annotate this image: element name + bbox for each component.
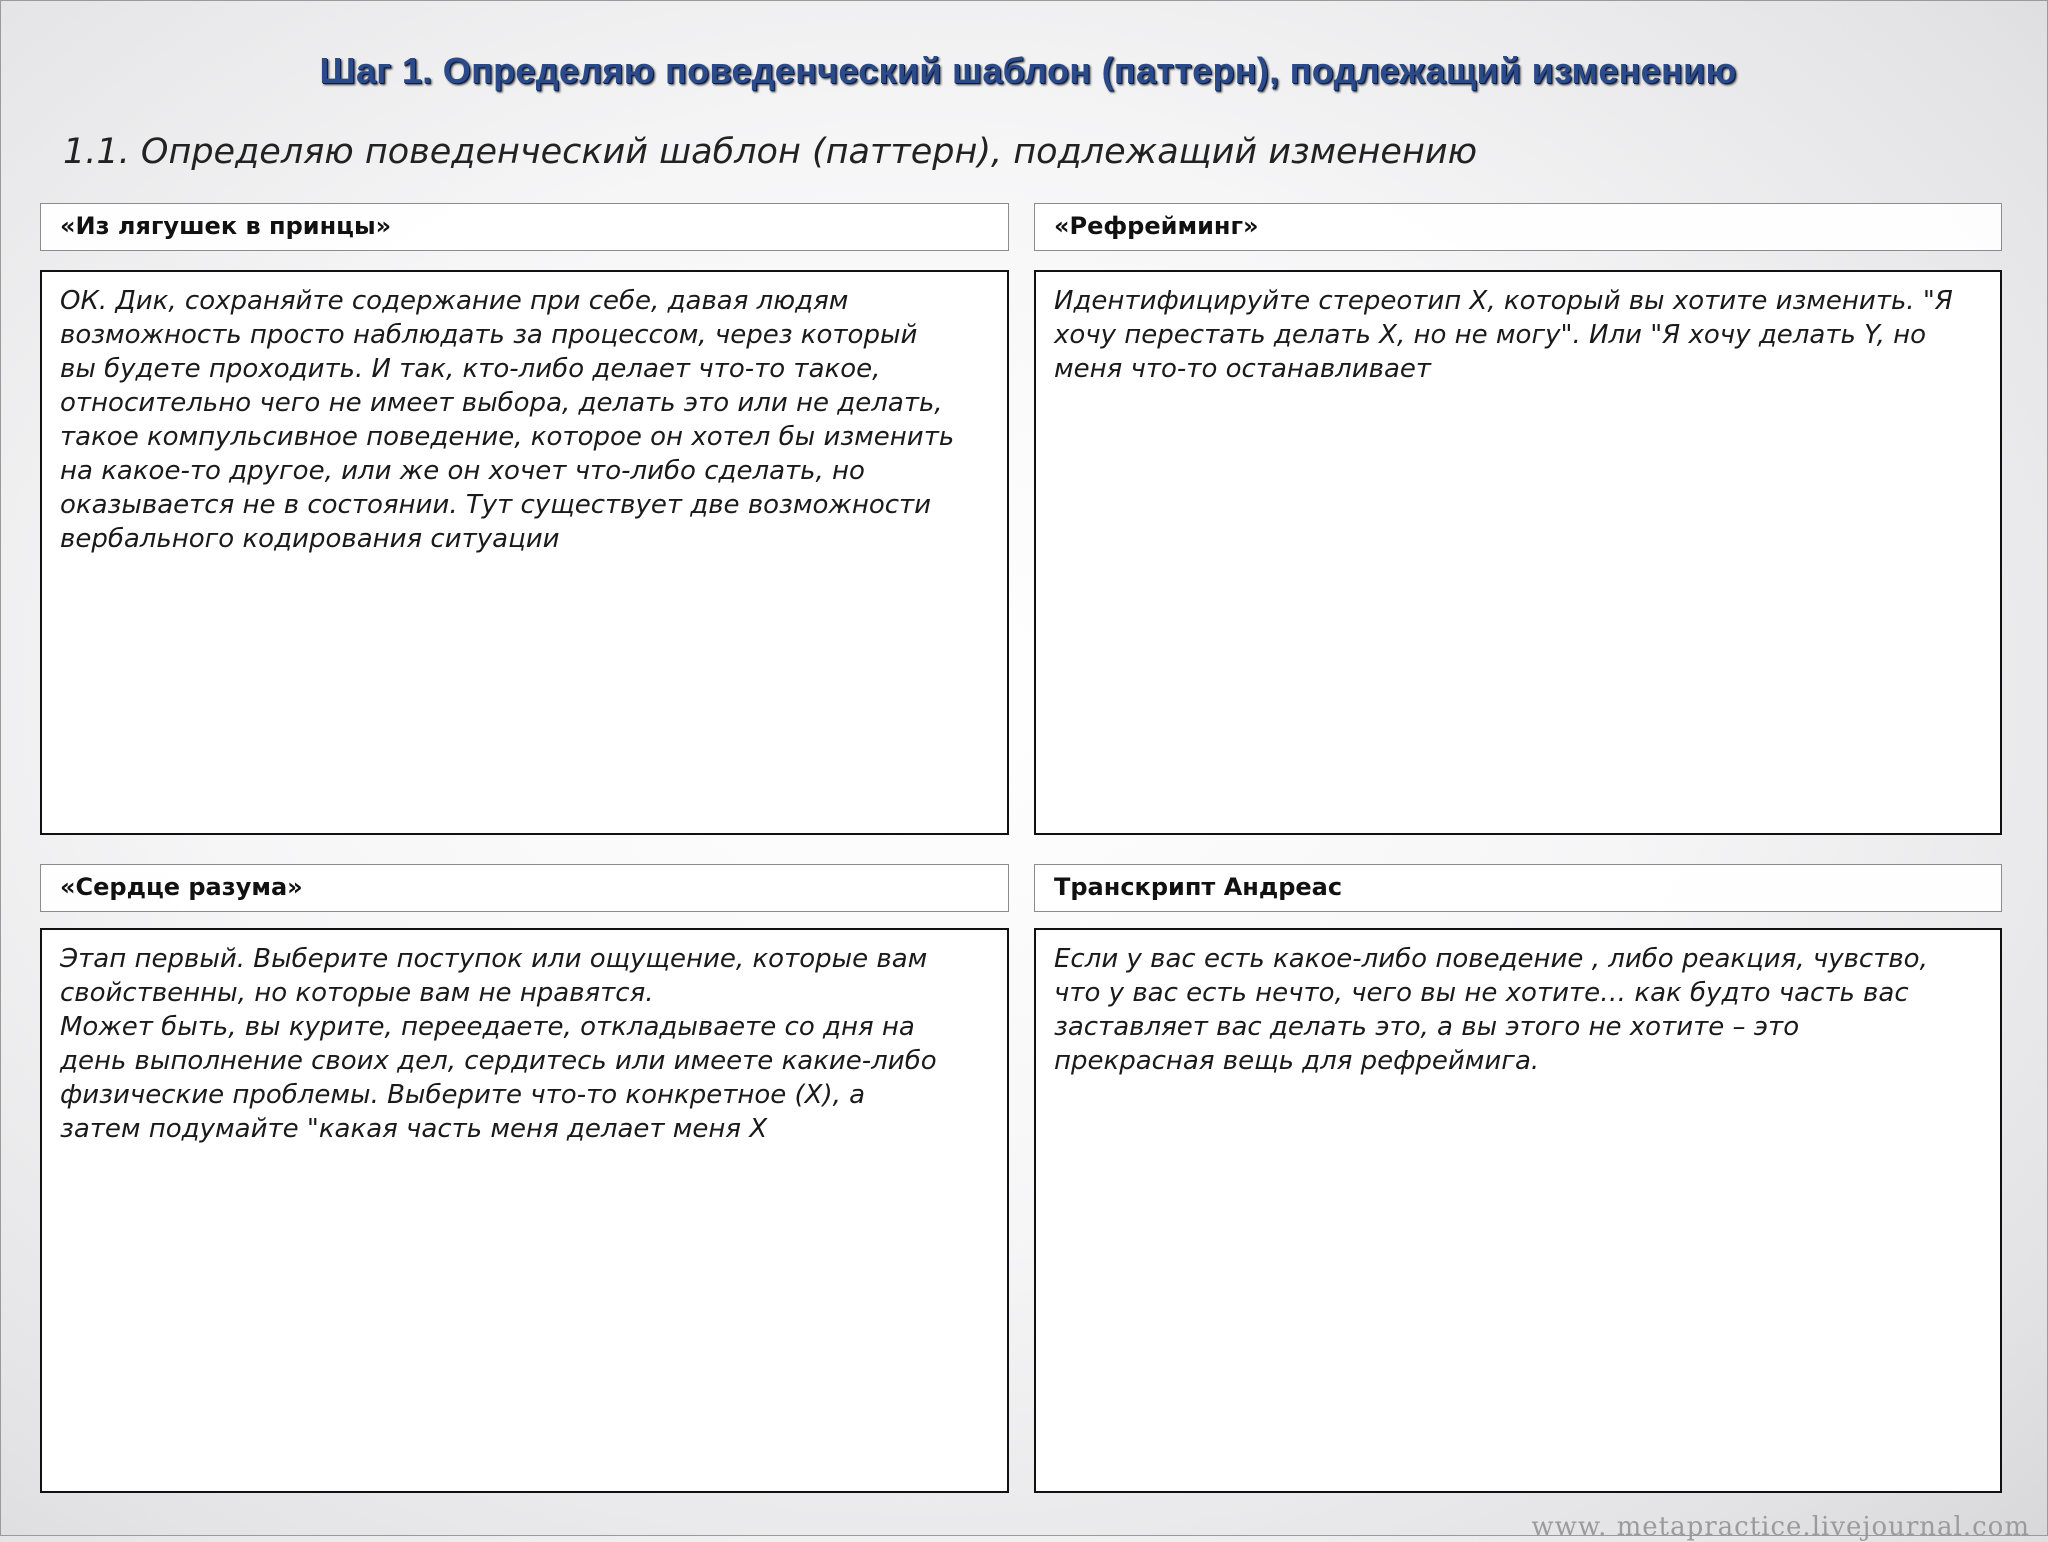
slide-subtitle: 1.1. Определяю поведенческий шаблон (паттерн), подлежащий изменению: [63, 132, 1478, 172]
panel-body-reframing: Идентифицируйте стереотип X, который вы хотите изменить. "Я хочу перестать делать X, но не могу". Или "Я хочу делать Y, но меня что-то останавливает: [1034, 270, 2002, 835]
panel-body-andreas-transcript: Если у вас есть какое-либо поведение , либо реакция, чувство, что у вас есть нечто, чего вы не хотите… как будто часть вас заставляет вас делать это, а вы этого не хотите – это прекрасная вещь для рефреймига.: [1034, 928, 2002, 1493]
panel-header-heart-of-mind: «Сердце разума»: [40, 864, 1009, 912]
panel-header-reframing: «Рефрейминг»: [1034, 203, 2002, 251]
footer-url: www. metapractice.livejournal.com: [1531, 1512, 2030, 1542]
panel-header-frogs-to-princes: «Из лягушек в принцы»: [40, 203, 1009, 251]
slide-title: Шаг 1. Определяю поведенческий шаблон (паттерн), подлежащий изменению: [319, 50, 1737, 91]
panel-header-andreas-transcript: Транскрипт Андреас: [1034, 864, 2002, 912]
panel-body-heart-of-mind: Этап первый. Выберите поступок или ощущение, которые вам свойственны, но которые вам не нравятся. Может быть, вы курите, переедаете, откладываете со дня на день выполнение своих дел, сердитесь или имеете какие-либо физические проблемы. Выберите что-то конкретное (X), а затем подумайте "какая часть меня делает меня X: [40, 928, 1009, 1493]
panel-body-frogs-to-princes: ОК. Дик, сохраняйте содержание при себе, давая людям возможность просто наблюдать за процессом, через который вы будете проходить. И так, кто-либо делает что-то такое, относительно чего не имеет выбора, делать это или не делать, такое компульсивное поведение, которое он хотел бы изменить на какое-то другое, или же он хочет что-либо сделать, но оказывается не в состоянии. Тут существует две возможности вербального кодирования ситуации: [40, 270, 1009, 835]
